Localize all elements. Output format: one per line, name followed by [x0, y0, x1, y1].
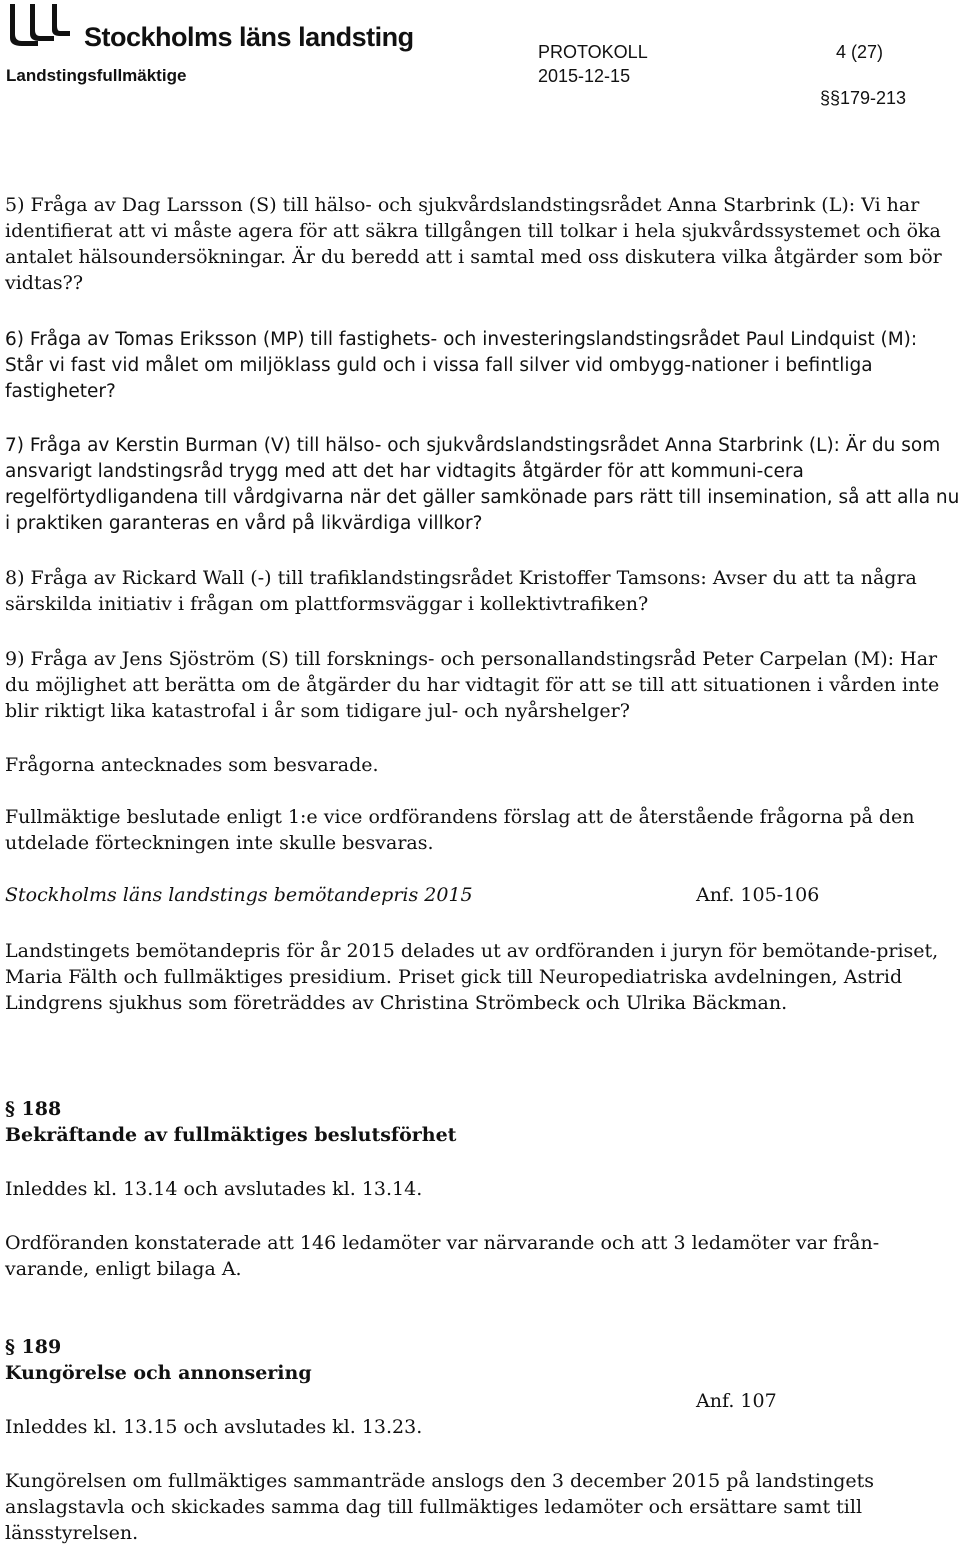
prize-text: Landstingets bemötandepris för år 2015 delades ut av ordföranden i juryn för bemötande-priset, Maria Fälth och fullmäktiges presidium. Priset gick till Neuropediatriska avdelningen, Astrid Lindgrens sjukhus som företräddes av Christina Strömbeck och Ulrika Bäckman.	[5, 940, 939, 1014]
document-date: 2015-12-15	[538, 66, 631, 86]
question-9: 9) Fråga av Jens Sjöström (S) till forsknings- och personallandstingsråd Peter Carpelan (M): Har du möjlighet att berätta om de åtgärder du har vidtagit för att se till att situationen i vården inte blir riktigt lika katastrofal i år som tidigare jul- och nyårshelger?	[5, 648, 940, 722]
section-188-title: Bekräftande av fullmäktiges beslutsförhet	[5, 1124, 457, 1146]
section-188-text: Ordföranden konstaterade att 146 ledamöter var närvarande och att 3 ledamöter var från-varande, enligt bilaga A.	[5, 1232, 880, 1280]
section-189-time: Inleddes kl. 13.15 och avslutades kl. 13.23.	[5, 1416, 423, 1438]
question-8: 8) Fråga av Rickard Wall (-) till trafiklandstingsrådet Kristoffer Tamsons: Avser du att ta några särskilda initiativ i frågan om plattformsväggar i kollektivtrafiken?	[5, 567, 917, 615]
county-logo-icon	[8, 4, 74, 48]
organization-subtitle: Landstingsfullmäktige	[6, 66, 187, 85]
document-type: PROTOKOLL	[538, 42, 648, 62]
prize-anf: Anf. 105-106	[696, 884, 820, 906]
page-number: 4 (27)	[836, 42, 884, 62]
answered-note: Frågorna antecknades som besvarade.	[5, 754, 379, 776]
section-188-time: Inleddes kl. 13.14 och avslutades kl. 13.14.	[5, 1178, 423, 1200]
section-189-title: Kungörelse och annonsering	[5, 1362, 312, 1384]
decision-note: Fullmäktige beslutade enligt 1:e vice ordförandens förslag att de återstående frågorna på den utdelade förteckningen inte skulle besvaras.	[5, 806, 915, 854]
prize-heading: Stockholms läns landstings bemötandepris 2015	[5, 884, 473, 906]
question-5: 5) Fråga av Dag Larsson (S) till hälso- och sjukvårdslandstingsrådet Anna Starbrink (L): Vi har identifierat att vi måste agera för att säkra tillgången till tolkar i hela sjukvårdssystemet och öka antalet hälsoundersökningar. Är du beredd att i samtal med oss diskutera vilka åtgärder som bör vidtas??	[5, 194, 942, 294]
paragraph-symbol: §§	[820, 88, 841, 108]
section-188-number: § 188	[5, 1098, 62, 1120]
question-6: 6) Fråga av Tomas Eriksson (MP) till fastighets- och investeringslandstingsrådet Paul Lindquist (M): Står vi fast vid målet om miljöklass guld och i vissa fall silver vid ombygg-nationer i befintliga fastigheter?	[5, 329, 918, 402]
section-189-text: Kungörelsen om fullmäktiges sammanträde anslogs den 3 december 2015 på landstingets anslagstavla och skickades samma dag till fullmäktiges ledamöter och ersättare samt till länsstyrelsen.	[5, 1470, 875, 1544]
section-189-anf: Anf. 107	[696, 1390, 777, 1412]
question-7: 7) Fråga av Kerstin Burman (V) till hälso- och sjukvårdslandstingsrådet Anna Starbrink (L): Är du som ansvarigt landstingsråd trygg med att det har vidtagits åtgärder för att kommuni-cera regelförtydligandena till vårdgivarna när det gäller samkönade pars rätt till insemination, så att alla nu i praktiken garanteras en vård på likvärdiga villkor?	[5, 435, 960, 534]
section-189-number: § 189	[5, 1336, 62, 1358]
paragraph-range: 179-213	[840, 88, 907, 108]
organization-name: Stockholms läns landsting	[84, 22, 414, 52]
